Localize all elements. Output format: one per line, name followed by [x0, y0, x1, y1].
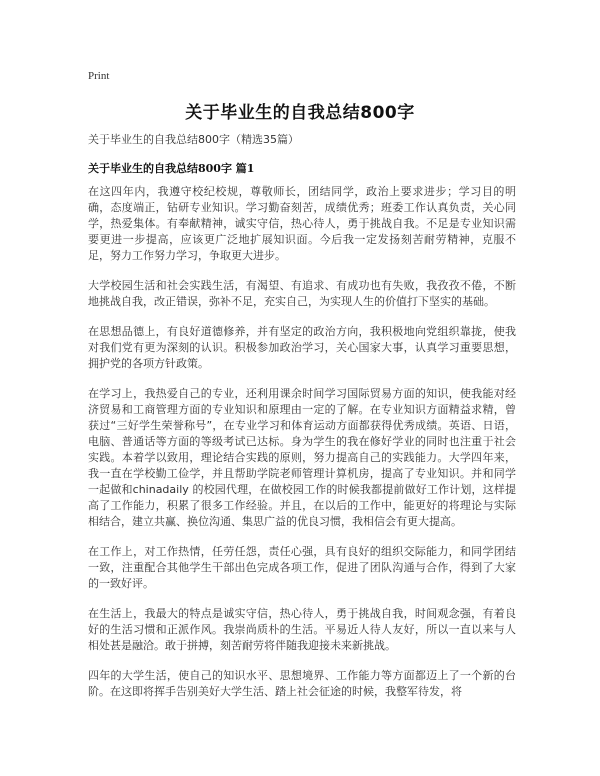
- page-title: 关于毕业生的自我总结800字: [185, 103, 415, 123]
- paragraph: 在思想品德上，有良好道德修养，并有坚定的政治方向，我积极地向党组织靠拢，使我对我们党有更为深刻的认识。积极参加政治学习，关心国家大事，认真学习重要思想，拥护党的各项方针政策。: [88, 325, 516, 370]
- paragraph: 在生活上，我最大的特点是诚实守信，热心待人，勇于挑战自我，时间观念强，有着良好的生活习惯和正派作风。我崇尚质朴的生活。平易近人待人友好，所以一直以来与人相处甚是融洽。敢于拼搏，刻苦耐劳将伴随我迎接未来新挑战。: [88, 607, 516, 652]
- document-subtitle: 关于毕业生的自我总结800字（精选35篇）: [88, 133, 299, 146]
- article-body: [88, 184, 516, 714]
- paragraph: 在这四年内，我遵守校纪校规，尊敬师长，团结同学，政治上要求进步；学习目的明确，态度端正，钻研专业知识。学习勤奋刻苦，成绩优秀；班委工作认真负责，关心同学，热爱集体。有奉献精神，诚实守信，热心待人，勇于挑战自我。不足是专业知识需要更进一步提高，应该更广泛地扩展知识面。今后我一定发扬刻苦耐劳精神，克服不足，努力工作努力学习，争取更大进步。: [88, 185, 516, 262]
- section-heading: 关于毕业生的自我总结800字 篇1: [88, 162, 255, 175]
- paragraph: 在工作上，对工作热情，任劳任怨，责任心强，具有良好的组织交际能力，和同学团结一致，注重配合其他学生干部出色完成各项工作，促进了团队沟通与合作，得到了大家的一致好评。: [88, 545, 516, 590]
- paragraph: 四年的大学生活，使自己的知识水平、思想境界、工作能力等方面都迈上了一个新的台阶。在这即将挥手告别美好大学生活、踏上社会征途的时候，我整军待发，将: [88, 669, 516, 698]
- paragraph: 大学校园生活和社会实践生活，有渴望、有追求、有成功也有失败，我孜孜不倦，不断地挑战自我，改正错误，弥补不足，充实自己，为实现人生的价值打下坚实的基础。: [88, 279, 516, 308]
- print-link[interactable]: Print: [88, 70, 110, 82]
- paragraph: 在学习上，我热爱自己的专业，还利用课余时间学习国际贸易方面的知识，使我能对经济贸易和工商管理方面的专业知识和原理由一定的了解。在专业知识方面精益求精，曾获过“三好学生荣誉称号”，在专业学习和体育运动方面都获得优秀成绩。英语、日语，电脑、普通话等方面的等级考试已达标。身为学生的我在修好学业的同时也注重于社会实践。本着学以致用，理论结合实践的原则，努力提高自己的实践能力。大学四年来，我一直在学校勤工俭学，并且帮助学院老师管理计算机房，提高了专业知识。并和同学一起做和chinadaily 的校园代理，在做校园工作的时候我都提前做好工作计划，这样提高了工作能力，积累了很多工作经验。并且，在以后的工作中，能更好的将理论与实际相结合，建立共赢、换位沟通、集思广益的优良习惯，我相信会有更大提高。: [88, 387, 516, 528]
